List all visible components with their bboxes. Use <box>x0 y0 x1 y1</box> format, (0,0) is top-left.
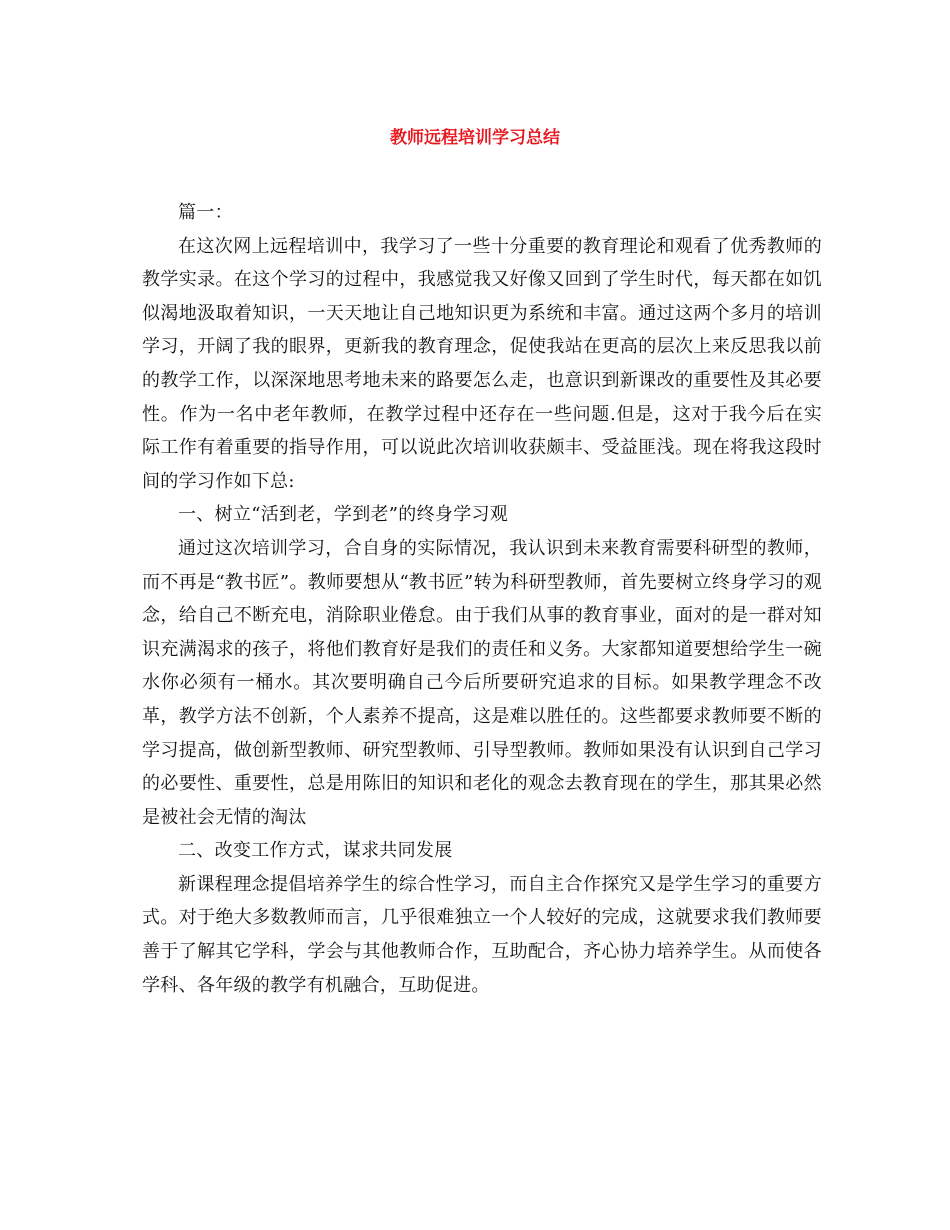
paragraph-work-method: 新课程理念提倡培养学生的综合性学习，而自主合作探究又是学生学习的重要方式。对于绝大多数教师而言，几乎很难独立一个人较好的完成，这就要求我们教师要善于了解其它学科，学会与其他教师合作，互助配合，齐心协力培养学生。从而使各学科、各年级的教学有机融合，互助促进。 <box>142 873 822 996</box>
paragraph-intro: 在这次网上远程培训中，我学习了一些十分重要的教育理论和观看了优秀教师的教学实录。在这个学习的过程中，我感觉我又好像又回到了学生时代，每天都在如饥似渴地汲取着知识，一天天地让自己地知识更为系统和丰富。通过这两个多月的培训学习，开阔了我的眼界，更新我的教育理念，促使我站在更高的层次上来反思我以前的教学工作，以深深地思考地未来的路要怎么走，也意识到新课改的重要性及其必要性。作为一名中老年教师，在教学过程中还存在一些问题.但是，这对于我今后在实际工作有着重要的指导作用，可以说此次培训收获颇丰、受益匪浅。现在将我这段时间的学习作如下总: <box>142 235 822 492</box>
document-body <box>142 196 822 1002</box>
section-label: 篇一： <box>178 202 233 223</box>
heading-work-method: 二、改变工作方式，谋求共同发展 <box>178 840 453 862</box>
document-title: 教师远程培训学习总结 <box>390 128 560 148</box>
heading-lifelong-learning: 一、树立“活到老，学到老”的终身学习观 <box>178 504 509 526</box>
paragraph-lifelong-learning: 通过这次培训学习，合自身的实际情况，我认识到未来教育需要科研型的教师，而不再是“教书匠”。教师要想从“教书匠”转为科研型教师，首先要树立终身学习的观念，给自己不断充电，消除职业倦怠。由于我们从事的教育事业，面对的是一群对知识充满渴求的孩子，将他们教育好是我们的责任和义务。大家都知道要想给学生一碗水你必须有一桶水。其次要明确自己今后所要研究追求的目标。如果教学理念不改革，教学方法不创新，个人素养不提高，这是难以胜任的。这些都要求教师要不断的学习提高，做创新型教师、研究型教师、引导型教师。教师如果没有认识到自己学习的必要性、重要性，总是用陈旧的知识和老化的观念去教育现在的学生，那其果必然是被社会无情的淘汰 <box>142 537 822 828</box>
